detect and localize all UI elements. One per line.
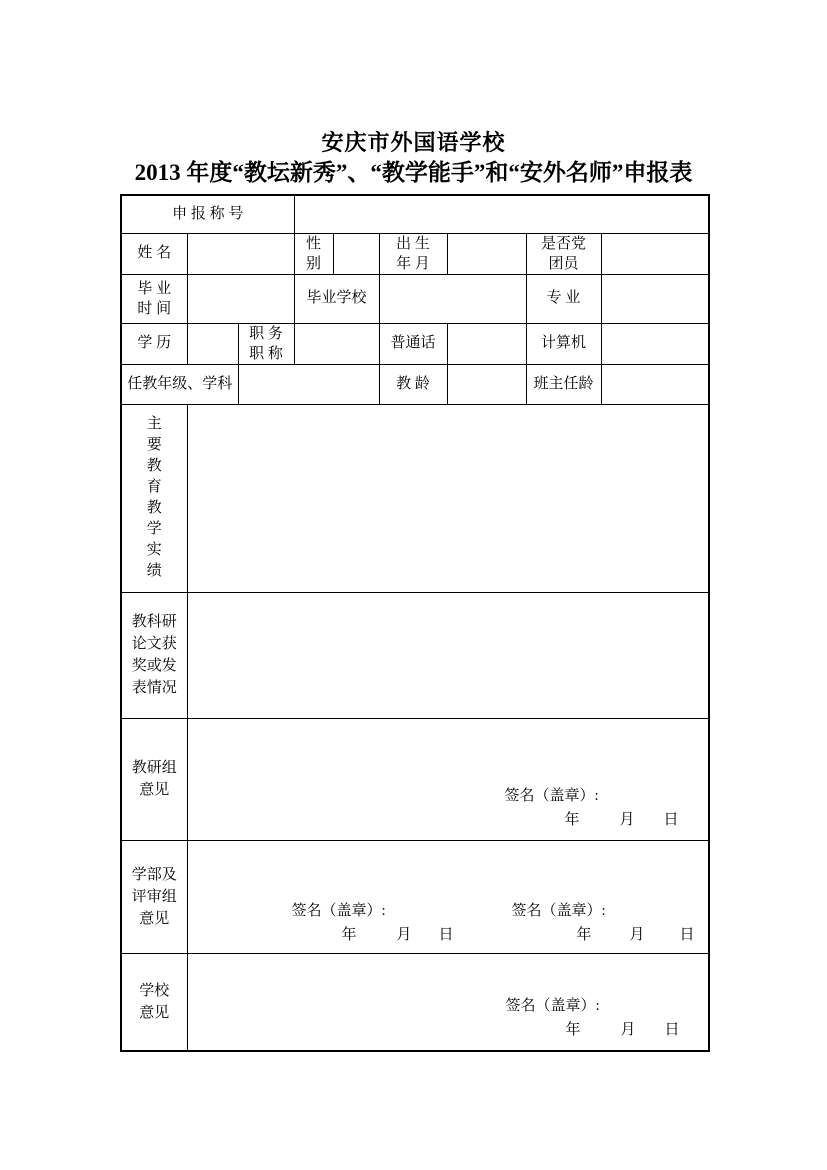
main-achievements-label-char-5: 教 [146,500,162,516]
graduation-school-label: 毕业学校 [294,274,379,323]
signature-label: 签名（盖章）: [505,998,600,1014]
name-label: 姓 名 [121,233,187,274]
signature-block [505,789,679,828]
page-subtitle: 2013 年度“教坛新秀”、“教学能手”和“安外名师”申报表 [134,160,693,185]
graduation-time-label-line-1: 毕 业 [137,280,172,297]
research-papers-label-line-4: 表情况 [131,680,177,696]
research-papers-label-line-3: 奖或发 [131,658,177,674]
position-title-value-cell[interactable] [294,323,379,364]
row-teaching-group-opinion [121,718,709,840]
page-title: 安庆市外国语学校 [321,130,506,155]
dept-review-opinion-label-line-3: 意见 [139,910,170,927]
teaching-group-opinion-label-line-2: 意见 [139,782,170,798]
signature-date-line [506,1023,680,1038]
year-label: 年 [564,811,580,828]
research-papers-label [121,592,187,718]
declared-title-value-cell[interactable] [294,195,709,233]
birth-date-label-line-2: 年 月 [396,255,430,272]
research-papers-value-cell[interactable] [187,592,709,718]
graduation-time-value-cell[interactable] [187,274,294,323]
month-label: 月 [629,926,645,943]
signature-block-left [292,904,454,943]
party-member-label [526,233,601,274]
research-papers-label-line-1: 教科研 [131,614,177,630]
day-label: 日 [664,1022,680,1038]
main-achievements-value-cell[interactable] [187,404,709,592]
month-label: 月 [396,926,412,943]
school-opinion-label-line-2: 意见 [139,1004,170,1021]
row-personal-info [121,233,709,274]
signature-block [506,999,680,1038]
month-label: 月 [620,1022,636,1038]
computer-label: 计算机 [526,323,601,364]
gender-label [294,233,333,274]
computer-value-cell[interactable] [601,323,709,364]
mandarin-label: 普通话 [379,323,447,364]
party-member-value-cell[interactable] [601,233,709,274]
main-achievements-label-char-2: 要 [146,437,162,453]
teaching-grade-subject-label: 任教年级、学科 [121,364,238,404]
gender-label-line-1: 性 [306,235,322,252]
head-teacher-age-label: 班主任龄 [526,364,601,404]
main-achievements-label-char-6: 学 [146,521,162,537]
dept-review-opinion-label-line-1: 学部及 [131,866,177,883]
mandarin-value-cell[interactable] [447,323,526,364]
main-achievements-label-char-4: 育 [146,479,162,495]
research-papers-label-line-2: 论文获 [131,636,177,652]
month-label: 月 [619,811,635,828]
year-label: 年 [565,1022,581,1038]
application-form-table [120,194,710,1052]
year-label: 年 [576,926,592,943]
school-opinion-label [121,953,187,1051]
teaching-age-label: 教 龄 [379,364,447,404]
day-label: 日 [663,811,679,828]
graduation-school-value-cell[interactable] [379,274,526,323]
school-opinion-label-line-1: 学校 [139,982,170,999]
row-main-achievements [121,404,709,592]
teaching-age-value-cell[interactable] [447,364,526,404]
signature-block-right [512,904,695,943]
row-dept-review-opinion [121,840,709,953]
dept-review-opinion-label-line-2: 评审组 [131,888,177,905]
row-teaching-info [121,364,709,404]
row-graduation [121,274,709,323]
main-achievements-label-char-7: 实 [146,542,162,558]
main-achievements-label [121,404,187,592]
head-teacher-age-value-cell[interactable] [601,364,709,404]
row-research-papers [121,592,709,718]
day-label: 日 [679,926,695,943]
teaching-group-opinion-label [121,718,187,840]
education-label: 学 历 [121,323,187,364]
position-title-label-line-2: 职 称 [249,345,283,362]
name-value-cell[interactable] [187,233,294,274]
main-achievements-label-char-3: 教 [146,458,162,474]
row-qualifications [121,323,709,364]
dept-review-opinion-value-cell[interactable] [187,840,709,953]
teaching-group-opinion-label-line-1: 教研组 [131,760,177,776]
position-title-label-line-1: 职 务 [249,325,283,342]
day-label: 日 [438,926,454,943]
education-value-cell[interactable] [187,323,238,364]
birth-date-label-line-1: 出 生 [396,235,430,252]
row-school-opinion [121,953,709,1051]
major-value-cell[interactable] [601,274,709,323]
graduation-time-label-line-2: 时 间 [137,300,172,317]
signature-date-line [505,813,679,828]
main-achievements-label-char-8: 绩 [146,563,162,579]
birth-date-value-cell[interactable] [447,233,526,274]
declared-title-label: 申 报 称 号 [121,195,294,233]
party-member-label-line-1: 是否党 [541,235,587,252]
teaching-grade-subject-value-cell[interactable] [238,364,379,404]
signature-date-line [292,928,454,943]
school-opinion-value-cell[interactable] [187,953,709,1051]
signature-label: 签名（盖章）: [511,902,606,919]
year-label: 年 [341,926,357,943]
signature-date-line [512,928,695,943]
birth-date-label [379,233,447,274]
gender-label-line-2: 别 [306,255,322,272]
graduation-time-label [121,274,187,323]
signature-label: 签名（盖章）: [504,787,599,804]
main-achievements-label-char-1: 主 [146,416,162,432]
major-label: 专 业 [526,274,601,323]
signature-label: 签名（盖章）: [291,902,386,919]
position-title-label [238,323,294,364]
gender-value-cell[interactable] [333,233,379,274]
row-declared-title [121,195,709,233]
teaching-group-opinion-value-cell[interactable] [187,718,709,840]
dept-review-opinion-label [121,840,187,953]
party-member-label-line-2: 团员 [548,255,579,272]
